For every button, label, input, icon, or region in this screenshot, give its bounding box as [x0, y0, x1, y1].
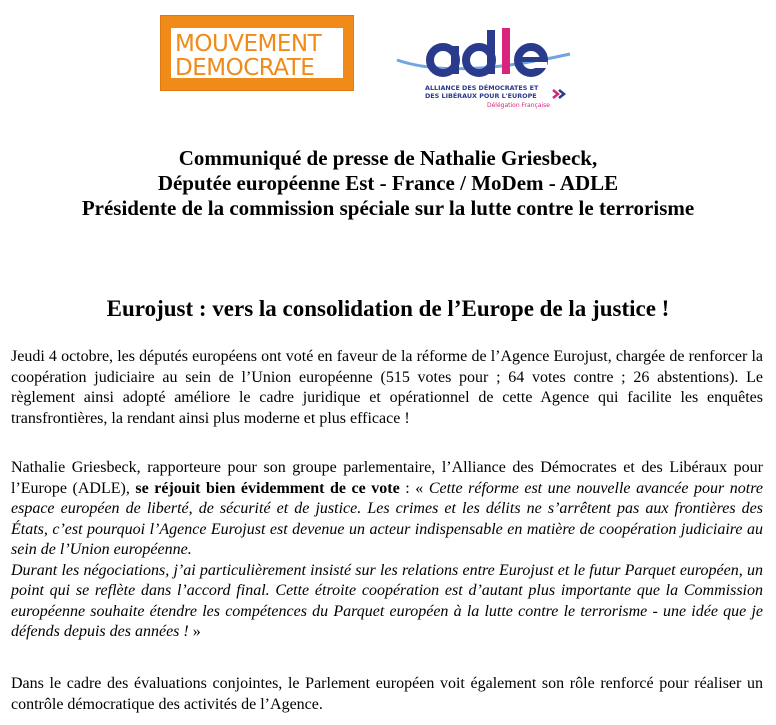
adle-delegation: Délégation Française	[487, 102, 550, 109]
header-line-3: Présidente de la commission spéciale sur la lutte contre le terrorisme	[81, 196, 695, 220]
header-line-1: Communiqué de presse de Nathalie Griesbeck,	[178, 146, 598, 170]
paragraph-1: Jeudi 4 octobre, les députés européens ont voté en faveur de la réforme de l’Agence Eurojust, chargée de renforcer la coopération judiciaire au sein de l’Union européenne (515 votes pour ; 64 votes contre ; 26 abstentions). Le règlement ainsi adopté améliore le cadre juridique et opérationnel de cette Agence qui facilite les enquêtes transfrontières, la rendant ainsi plus moderne et plus efficace !	[11, 348, 763, 427]
header-line-2: Députée européenne Est - France / MoDem - ADLE	[157, 171, 619, 195]
quote-part-1: Cette réforme est une nouvelle avancée pour notre espace européen de liberté, de sécurité et de justice. Les crimes et les délits ne s’arrêtent pas aux frontières des États, c’est pourquoi l’Agence Eurojust est devenue un acteur indispensable en matière de coopération judiciaire au sein de l’Union européenne.	[11, 479, 763, 558]
quote-part-2: Durant les négociations, j’ai particulièrement insisté sur les relations entre Eurojust et le futur Parquet européen, un point qui se reflète dans l’accord final. Cette étroite coopération est d’autant plus importante que la Commission européenne souhaite étendre les compétences du Parquet européen à la lutte contre le terrorisme - une idée que je défends depuis des années !	[11, 561, 763, 640]
logo-modem-line2: DEMOCRATE	[175, 55, 315, 81]
article-title: Eurojust : vers la consolidation de l’Europe de la justice !	[106, 296, 670, 321]
paragraph-3: Dans le cadre des évaluations conjointes, le Parlement européen voit également son rôle renforcé pour réaliser un contrôle démocratique des activités de l’Agence.	[11, 675, 763, 713]
paragraph-2	[11, 458, 763, 643]
press-release-header	[0, 146, 776, 221]
paragraph-2-colon: : «	[399, 479, 429, 497]
adle-logo	[395, 20, 580, 118]
mouvement-democrate-logo	[160, 15, 354, 91]
adle-tagline-line2: DES LIBÉRAUX POUR L'EUROPE	[425, 92, 537, 100]
quote-close: »	[188, 623, 201, 640]
logo-modem-line1: MOUVEMENT	[175, 31, 322, 57]
paragraph-2-emphasis: se réjouit bien évidemment de ce vote	[135, 479, 400, 497]
adle-tagline-line1: ALLIANCE DES DÉMOCRATES ET	[425, 84, 539, 92]
paragraph-2-intro: Nathalie Griesbeck, rapporteure pour son groupe parlementaire, l’Alliance des Démocrates et des Libéraux pour l’Europe (ADLE),	[11, 459, 763, 497]
